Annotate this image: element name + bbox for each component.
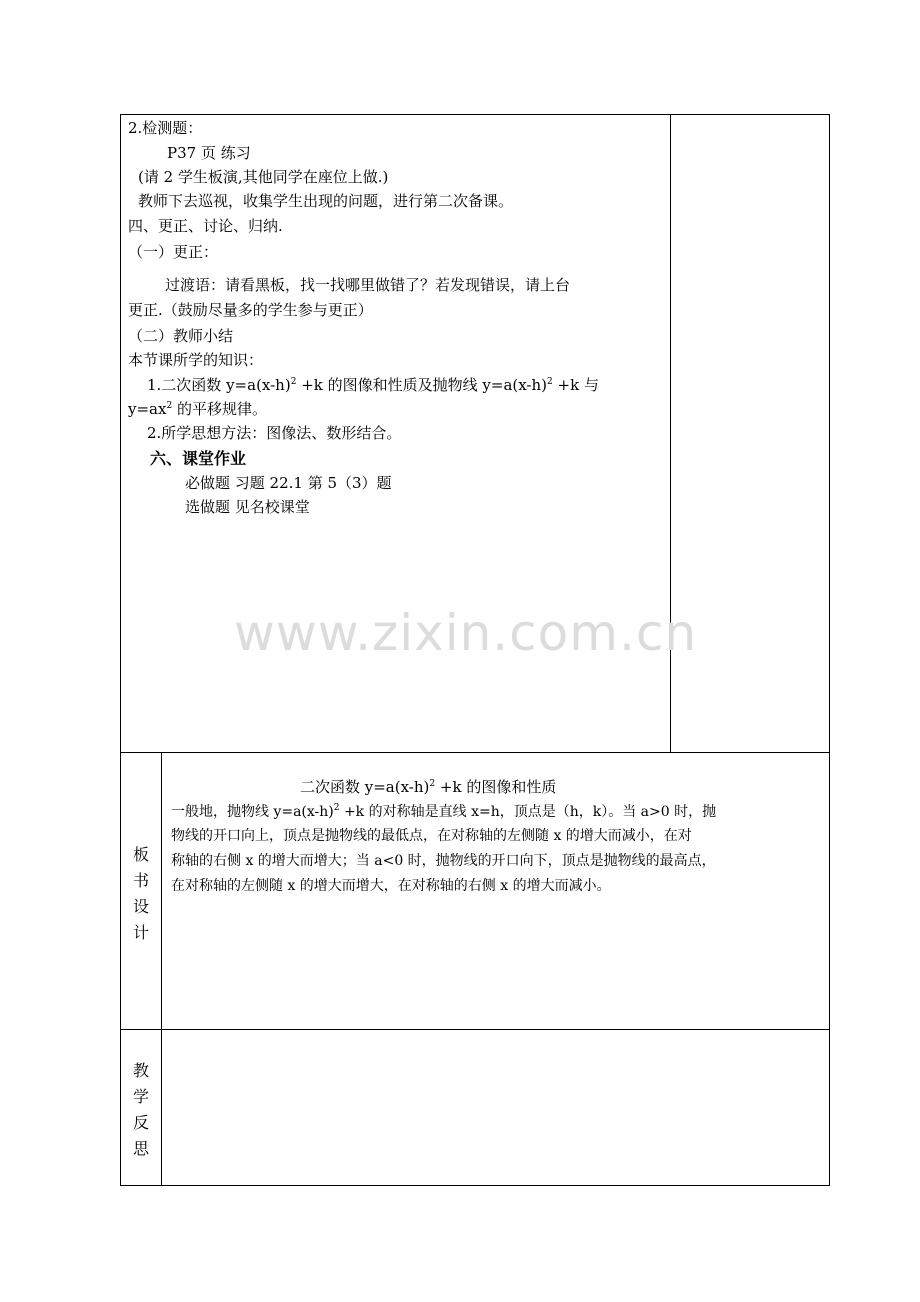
label-column-divider <box>161 752 162 1185</box>
teacher-summary-heading: （二）教师小结 <box>128 327 234 345</box>
table-left-border <box>120 114 121 1186</box>
board-label-char-1: 板 <box>132 845 149 864</box>
correction-heading: （一）更正： <box>128 243 219 261</box>
board-paragraph-line-2: 物线的开口向上，顶点是抛物线的最低点，在对称轴的左侧随 x 的增大而减小，在对 <box>171 828 692 844</box>
board-p1-exponent: 2 <box>333 803 340 813</box>
board-paragraph-line-1 <box>171 803 716 822</box>
row-divider-2 <box>120 1029 830 1030</box>
row-divider-1 <box>120 752 830 753</box>
board-paragraph-line-3: 称轴的右侧 x 的增大而增大；当 a<0 时，抛物线的开口向下，顶点是抛物线的最高点， <box>171 853 716 869</box>
table-right-border <box>829 114 830 1186</box>
table-bottom-border <box>120 1185 830 1186</box>
board-label-char-2: 书 <box>132 871 149 890</box>
k2-part-b: 的平移规律。 <box>172 400 267 418</box>
homework-optional: 选做题 见名校课堂 <box>185 498 310 516</box>
knowledge-item-1 <box>147 375 599 395</box>
board-title-a: 二次函数 y=a(x-h) <box>300 778 430 796</box>
reflection-label <box>121 1058 161 1162</box>
reflection-label-char-1: 教 <box>132 1061 149 1080</box>
knowledge-item-2: 2.所学思想方法：图像法、数形结合。 <box>147 424 402 442</box>
k1-exponent-2: 2 <box>547 377 553 387</box>
section-four-heading: 四、更正、讨论、归纳. <box>128 217 283 235</box>
transition-line: 过渡语：请看黑板，找一找哪里做错了？若发现错误，请上台 <box>165 276 571 294</box>
practice-page-line: P37 页 练习 <box>167 144 251 162</box>
homework-required: 必做题 习题 22.1 第 5（3）题 <box>185 474 392 492</box>
reflection-label-char-3: 反 <box>132 1113 149 1132</box>
knowledge-heading: 本节课所学的知识： <box>128 351 264 369</box>
correction-note-line: 更正.（鼓励尽量多的学生参与更正） <box>128 301 373 319</box>
board-paragraph-line-4: 在对称轴的左侧随 x 的增大而增大，在对称轴的右侧 x 的增大而减小。 <box>171 878 611 894</box>
k1-part-a: 1.二次函数 y=a(x-h) <box>147 376 291 394</box>
reflection-label-char-4: 思 <box>132 1139 149 1158</box>
table-top-border <box>120 114 830 115</box>
board-title <box>300 777 556 797</box>
board-label-char-4: 计 <box>132 923 149 942</box>
teacher-patrol-line: 教师下去巡视，收集学生出现的问题，进行第二次备课。 <box>138 192 514 210</box>
board-label-char-3: 设 <box>132 897 149 916</box>
watermark: www.zixin.com.cn <box>234 604 698 662</box>
k2-part-a: y=ax <box>128 400 167 418</box>
board-p1-b: +k 的对称轴是直线 x=h，顶点是（h，k）。当 a>0 时，抛 <box>339 804 717 820</box>
k1-part-c: +k 与 <box>552 376 599 394</box>
section-detection-title: 2.检测题： <box>128 119 203 137</box>
board-title-b: +k 的图像和性质 <box>435 778 557 796</box>
k2-exponent: 2 <box>166 401 173 411</box>
board-title-exponent: 2 <box>429 779 436 789</box>
knowledge-item-1-cont <box>128 399 267 419</box>
k1-part-b: +k 的图像和性质及抛物线 y=a(x-h) <box>296 376 548 394</box>
board-p1-a: 一般地，抛物线 y=a(x-h) <box>171 804 334 820</box>
reflection-label-char-2: 学 <box>132 1087 149 1106</box>
homework-heading: 六、课堂作业 <box>150 449 247 468</box>
board-design-label <box>121 842 161 946</box>
k1-exponent-1: 2 <box>290 377 297 387</box>
board-demo-note: (请 2 学生板演,其他同学在座位上做.) <box>138 168 389 186</box>
